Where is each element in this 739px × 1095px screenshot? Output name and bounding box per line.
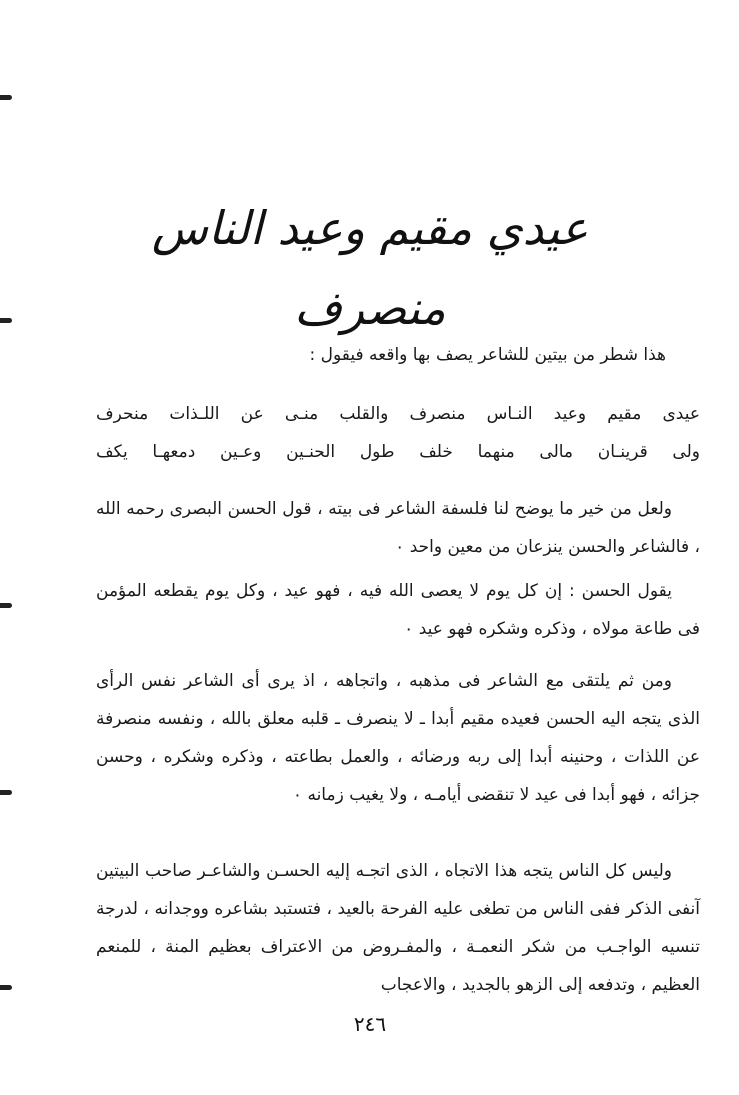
- paragraph-3: ومن ثم يلتقى مع الشاعر فى مذهبه ، واتجاهه ، اذ يرى أى الشاعر نفس الرأى الذى يتجه اليه الحسن فعيده مقيم أبدا ـ لا ينصرف ـ قلبه معلق بالله ، ونفسه منصرفة عن اللذات ، وحنينه أبدا إلى ربه ورضائه ، والعمل بطاعته ، وذكره وشكره ، وحسن جزائه ، فهو أبدا فى عيد لا تنقضى أيامـه ، ولا يغيب زمانه ٠: [96, 671, 700, 805]
- intro-line: هذا شطر من بيتين للشاعر يصف بها واقعه فيقول :: [309, 345, 666, 365]
- scan-edge-mark: [0, 603, 12, 608]
- verse-line-2: ولى قرينـان مالى منهما خلف طول الحنـين وعـين دمعهـا يكف: [96, 442, 700, 462]
- paragraph-1: ولعل من خير ما يوضح لنا فلسفة الشاعر فى بيته ، قول الحسن البصرى رحمه الله ، فالشاعر والحسن ينزعان من معين واحد ٠: [96, 499, 700, 557]
- scan-edge-mark: [0, 318, 12, 323]
- scan-edge-mark: [0, 985, 12, 990]
- paragraph-2: يقول الحسن : إن كل يوم لا يعصى الله فيه ، فهو عيد ، وكل يوم يقطعه المؤمن فى طاعة مولاه ، وذكره وشكره فهو عيد ٠: [96, 581, 700, 639]
- paragraph-4: وليس كل الناس يتجه هذا الاتجاه ، الذى اتجـه إليه الحسـن والشاعـر صاحب البيتين آنفى الذكر ففى الناس من تطغى عليه الفرحة بالعيد ، فتستبد بشاعره ووجدانه ، لدرجة تنسيه الواجـب من شكر النعمـة ، والمفـروض من الاعتراف بعظيم المنة ، للمنعم العظيم ، وتدفعه إلى الزهو بالجديد ، والاعجاب: [96, 861, 700, 995]
- scan-edge-mark: [0, 790, 12, 795]
- verse-line-1: عيدى مقيم وعيد النـاس منصرف والقلب منـى عن اللـذات منحرف: [96, 404, 700, 424]
- scan-edge-mark: [0, 95, 12, 100]
- page-title: عيدي مقيم وعيد الناس منصرف: [151, 201, 589, 335]
- page-number: ٢٤٦: [353, 1012, 387, 1036]
